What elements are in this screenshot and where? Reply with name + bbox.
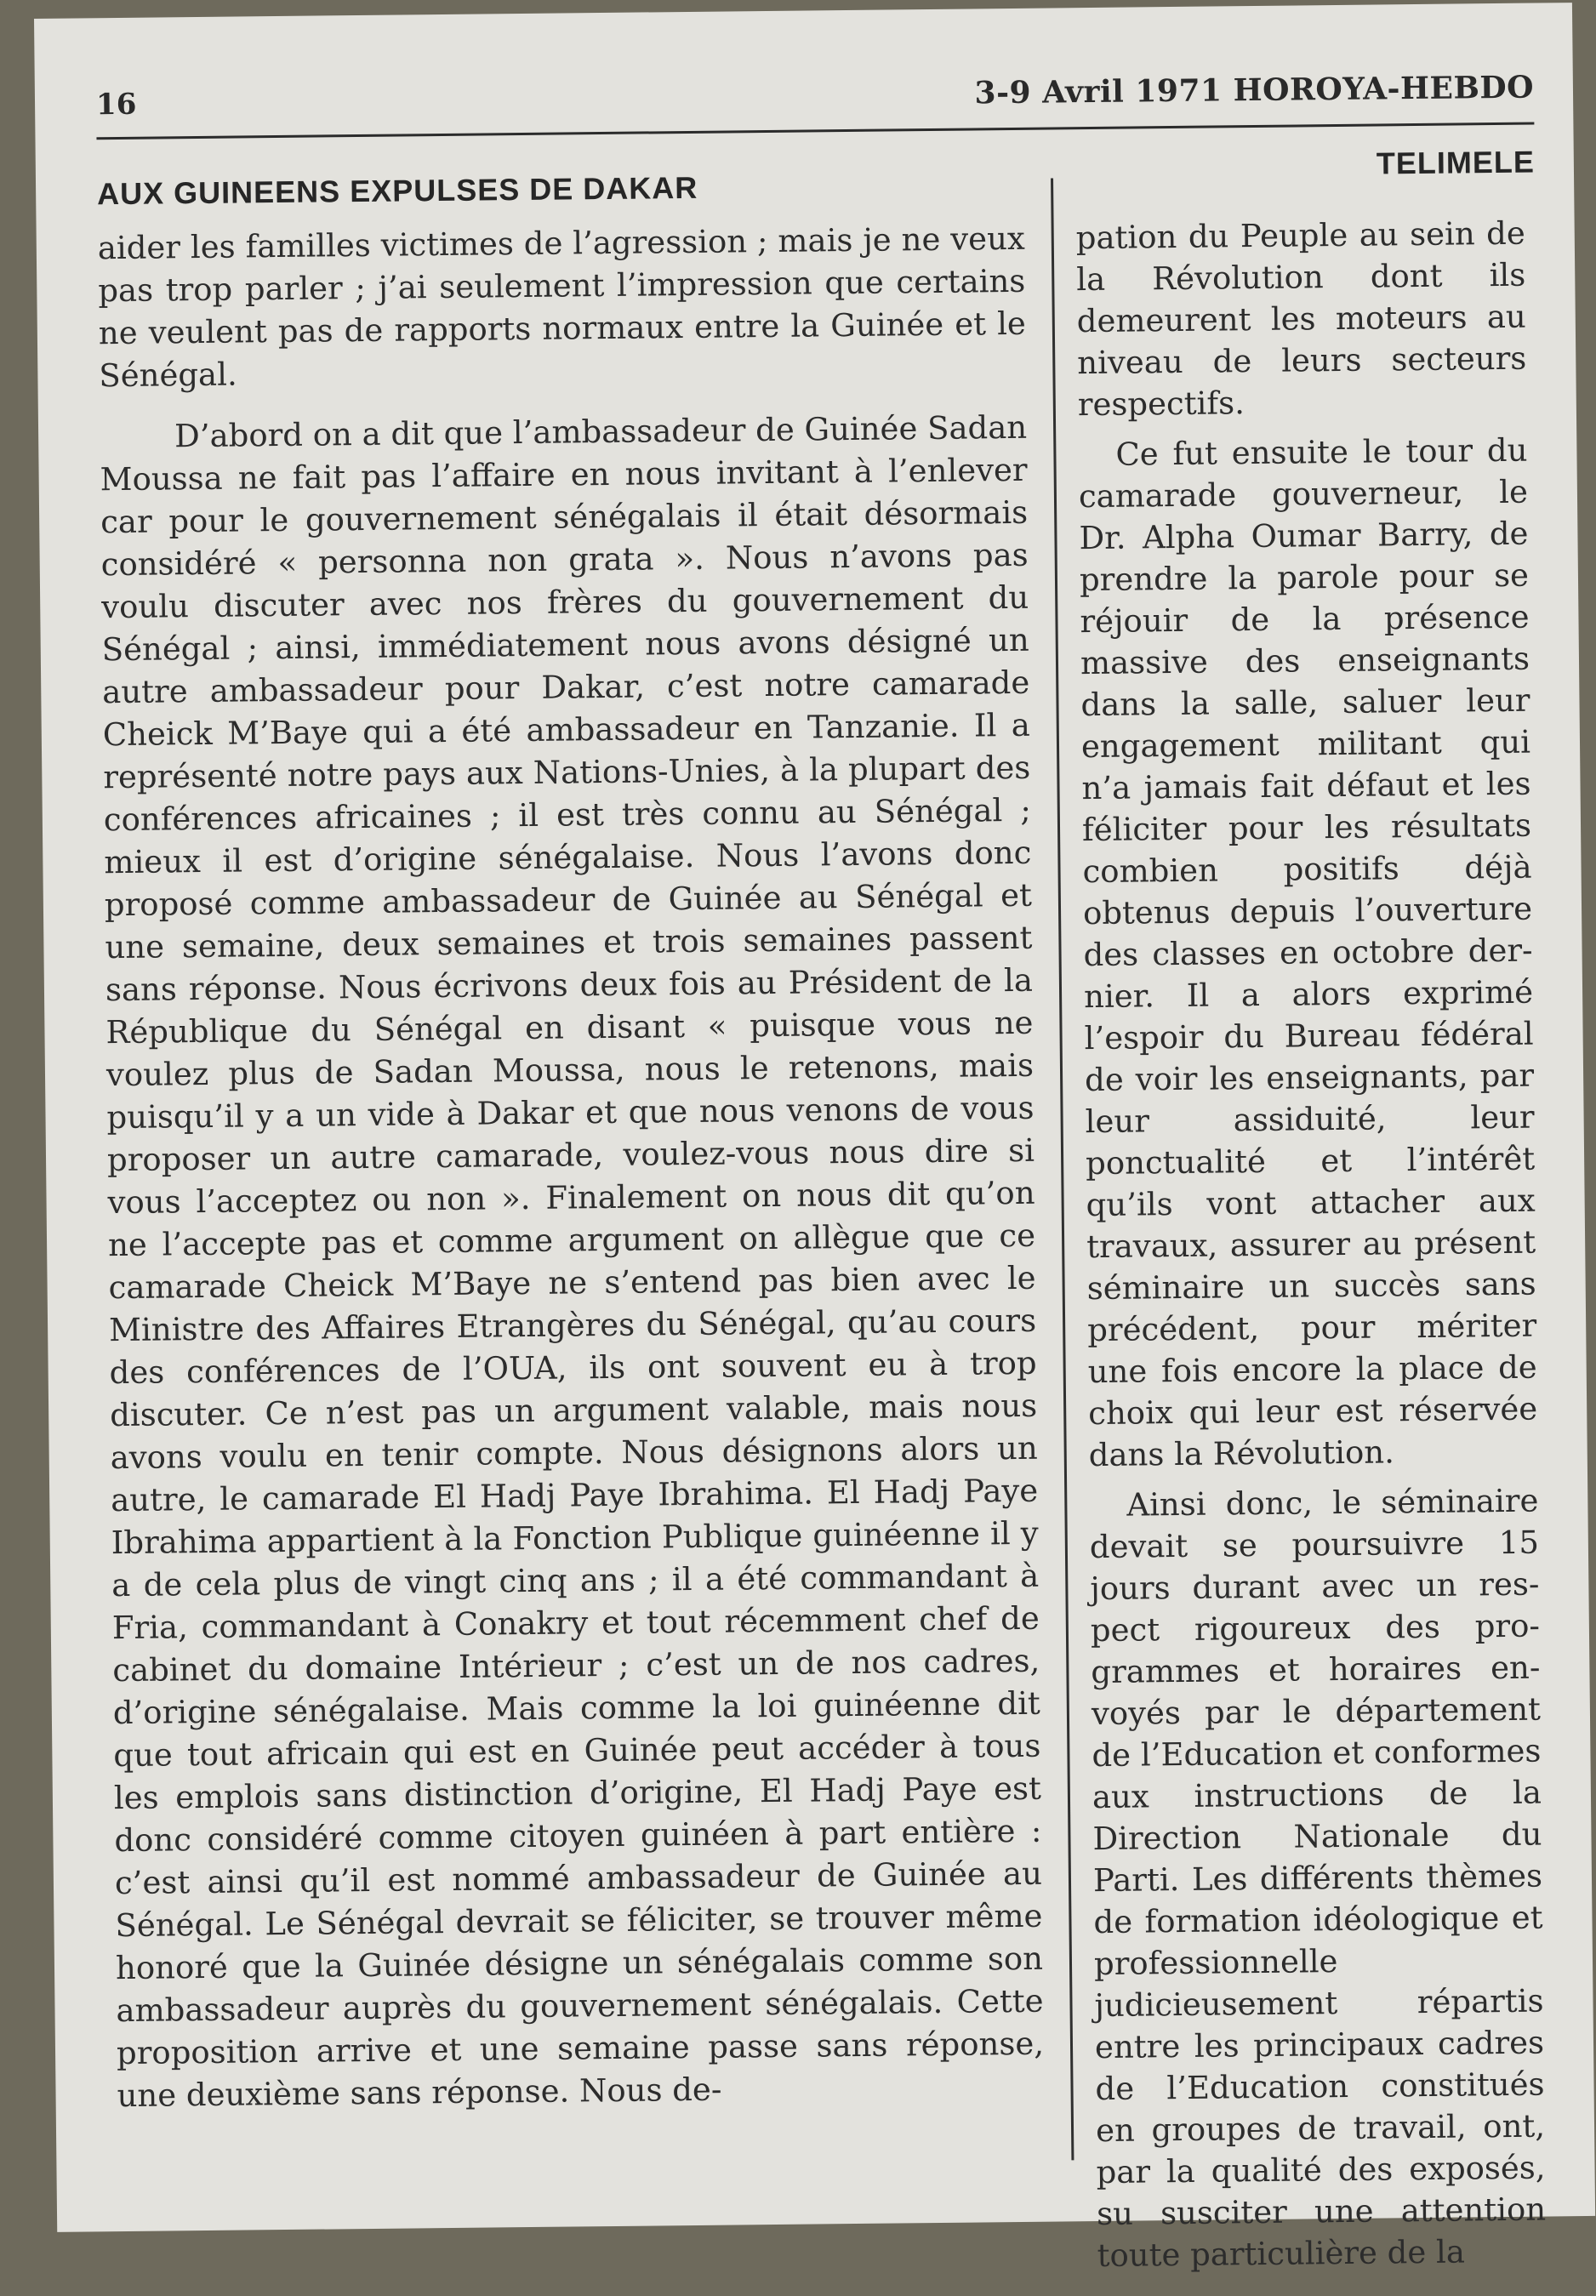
right-paragraph-3: Ainsi donc, le séminaire devait se poursuivre 15 jours durant avec un respect rigoureux des programmes et horaires envoyés par le département de l’Education et conformes aux instructions de la Direction Nationale du Parti. Les différents thèmes de formation idéologique et professionnelle judicieusement répartis entre les principaux cadres de l’Education constitués en groupes de travail, ont, par la qualité des exposés, su susciter une attention toute particulière de la <box>1089 1482 1547 2275</box>
left-paragraph-2: D’abord on a dit que l’ambassadeur de Guinée Sadan Moussa ne fait pas l’affaire en nous invitant à l’enlever car pour le gouvernement sénégalais il était désormais considéré « personna non grata ». Nous n’avons pas voulu discuter avec nos frères du gouvernement du Sénégal ; ainsi, immédiatement nous avons désigné un autre ambassadeur pour Dakar, c’est notre camarade Cheick M’Baye qui a été ambassadeur en Tanzanie. Il a représenté notre pays aux Nations-Unies, à la plupart des conférences africaines ; il est très connu au Sénégal ; mieux il est d’origine sénégalaise. Nous l’avons donc proposé comme ambassadeur de Guinée au Sénégal et une semaine, deux semaines et trois semaines passent sans réponse. Nous écrivons deux fois au Président de la République du Sénégal en disant « puisque vous ne voulez plus de Sadan Moussa, nous le retenons, mais puisqu’il y a un vide à Dakar et que nous venons de vous proposer un autre camarade, voulez-vous nous dire si vous l’acceptez ou non ». Finalement on nous dit qu’on ne l’accepte pas et comme argument on allègue que ce camarade Cheick M’Baye ne s’entend pas bien avec le Ministre des Affaires Etrangères du Sénégal, qu’au cours des conférences de l’OUA, ils ont souvent eu à trop discuter. Ce n’est pas un argument valable, mais nous avons voulu en tenir compte. Nous désignons alors un autre, le camarade El Hadj Paye Ibrahima. El Hadj Paye Ibrahima appartient à la Fonction Publique guinéenne il y a de cela plus de vingt cinq ans ; il a été commandant à Fria, commandant à Conakry et tout récemment chef de cabinet du domaine Intérieur ; c’est un de nos cadres, d’origine sénégalaise. Mais comme la loi guinéenne dit que tout africain qui est en Guinée peut accéder à tous les emplois sans distinction d’origine, El Hadj Paye est donc considéré comme citoyen guinéen à part entière : c’est ainsi qu’il est nommé ambassadeur de Guinée au Sénégal. Le Sénégal devrait se féliciter, se trouver même honoré que la Guinée désigne un sénégalais comme son ambassadeur auprès du gouvernement sénégalais. Cette proposition arrive et une semaine passe sans réponse, une deuxième sans réponse. Nous de- <box>100 408 1045 2115</box>
article-headline-right: TELIMELE <box>1376 144 1536 181</box>
column-divider <box>1051 178 1074 2160</box>
issue-date-masthead: 3-9 Avril 1971 HOROYA-HEBDO <box>974 69 1535 111</box>
page-header <box>96 63 1535 140</box>
right-paragraph-2: Ce fut ensuite le tour du camarade gouverneur, le Dr. Alpha Oumar Barry, de prendre la parole pour se réjouir de la présence massive des enseignants dans la salle, saluer leur engagement militant qui n’a jamais fait défaut et les féliciter pour les résultats combien positifs déjà obtenus depuis l’ouverture des classes en octobre dernier. Il a alors exprimé l’espoir du Bureau fédéral de voir les enseignants, par leur assiduité, leur ponctualité et l’intérêt qu’ils vont attacher aux travaux, assurer au présent séminaire un succès sans précédent, pour mériter une fois encore la place de choix qui leur est réservée dans la Révolution. <box>1078 431 1538 1474</box>
newspaper-page <box>34 3 1595 2275</box>
left-paragraph-1: aider les familles victimes de l’agression ; mais je ne veux pas trop parler ; j’ai seulement l’impression que certains ne veulent pas de rapports normaux entre la Guinée et le Sénégal. <box>97 219 1027 395</box>
left-article-column <box>98 218 1045 2136</box>
article-headline-left: AUX GUINEENS EXPULSES DE DAKAR <box>96 169 698 212</box>
right-paragraph-1: pation du Peuple au sein de la Révolution dont ils demeurent les moteurs au niveau de leurs secteurs respectifs. <box>1075 214 1527 424</box>
right-article-column <box>1076 213 1547 2285</box>
page-number: 16 <box>95 87 137 122</box>
